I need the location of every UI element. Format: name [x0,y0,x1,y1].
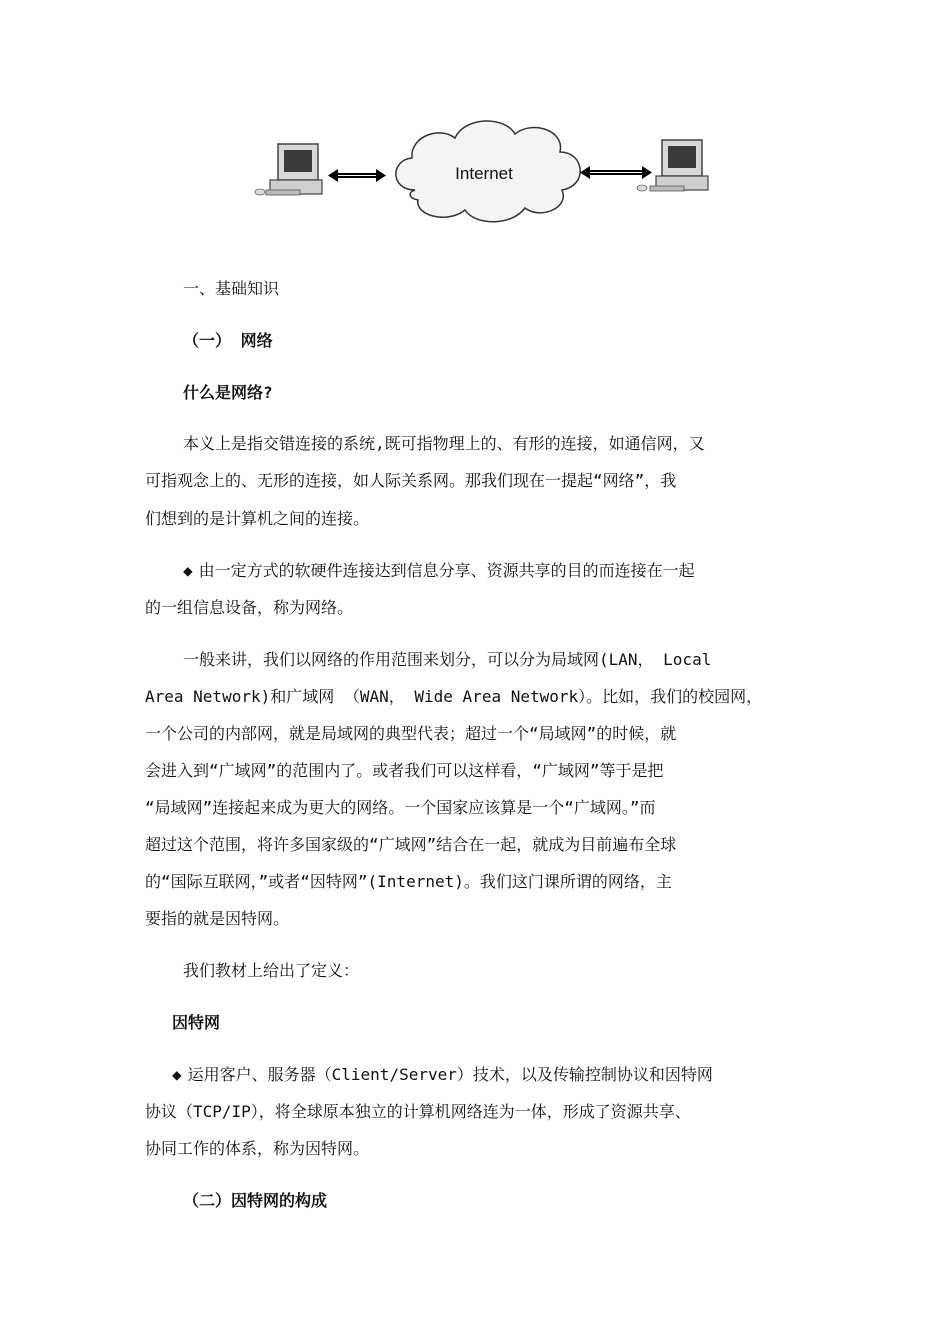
diamond-bullet-icon: ◆ [172,1065,182,1084]
diamond-bullet-icon: ◆ [183,561,193,580]
question-heading: 什么是网络? [183,383,273,402]
cloud-label: Internet [455,164,513,183]
right-computer-icon [637,140,708,191]
paragraph-line: 协同工作的体系，称为因特网。 [145,1139,370,1158]
right-double-arrow [580,166,652,179]
paragraph-line: 可指观念上的、无形的连接，如人际关系网。那我们现在一提起“网络”，我 [145,471,677,490]
paragraph-line: 的一组信息设备，称为网络。 [145,598,354,617]
left-double-arrow [328,169,386,182]
paragraph-line: 会进入到“广域网”的范围内了。或者我们可以这样看，“广域网”等于是把 [145,761,664,780]
paragraph-line: 要指的就是因特网。 [145,909,290,928]
paragraph-line: 一般来讲，我们以网络的作用范围来划分，可以分为局域网(LAN， Local [183,650,712,669]
paragraph-line: 我们教材上给出了定义： [183,961,360,980]
paragraph-line: 的“国际互联网，”或者“因特网”(Internet)。我们这门课所谓的网络，主 [145,872,672,891]
left-computer-icon [255,144,322,195]
term-heading: 因特网 [172,1013,221,1032]
paragraph-line: 本义上是指交错连接的系统,既可指物理上的、有形的连接，如通信网，又 [183,434,705,453]
subsection-heading-composition: （二）因特网的构成 [183,1191,328,1210]
paragraph-line: Area Network)和广域网 （WAN， Wide Area Network）。比如，我们的校园网， [145,687,763,706]
paragraph-line: 超过这个范围，将许多国家级的“广域网”结合在一起，就成为目前遍布全球 [145,835,677,854]
internet-diagram [240,108,710,238]
bullet-line: ◆ 由一定方式的软硬件连接达到信息分享、资源共享的目的而连接在一起 [183,561,695,580]
section-heading-basics: 一、基础知识 [183,279,280,298]
paragraph-line: 一个公司的内部网，就是局域网的典型代表；超过一个“局域网”的时候，就 [145,724,677,743]
paragraph-line: 协议（TCP/IP），将全球原本独立的计算机网络连为一体，形成了资源共享、 [145,1102,691,1121]
paragraph-line: “局域网”连接起来成为更大的网络。一个国家应该算是一个“广域网。”而 [145,798,656,817]
subsection-heading-network: （一） 网络 [183,331,273,350]
paragraph-line: 们想到的是计算机之间的连接。 [145,509,370,528]
bullet-line: ◆ 运用客户、服务器（Client/Server）技术，以及传输控制协议和因特网 [172,1065,713,1084]
